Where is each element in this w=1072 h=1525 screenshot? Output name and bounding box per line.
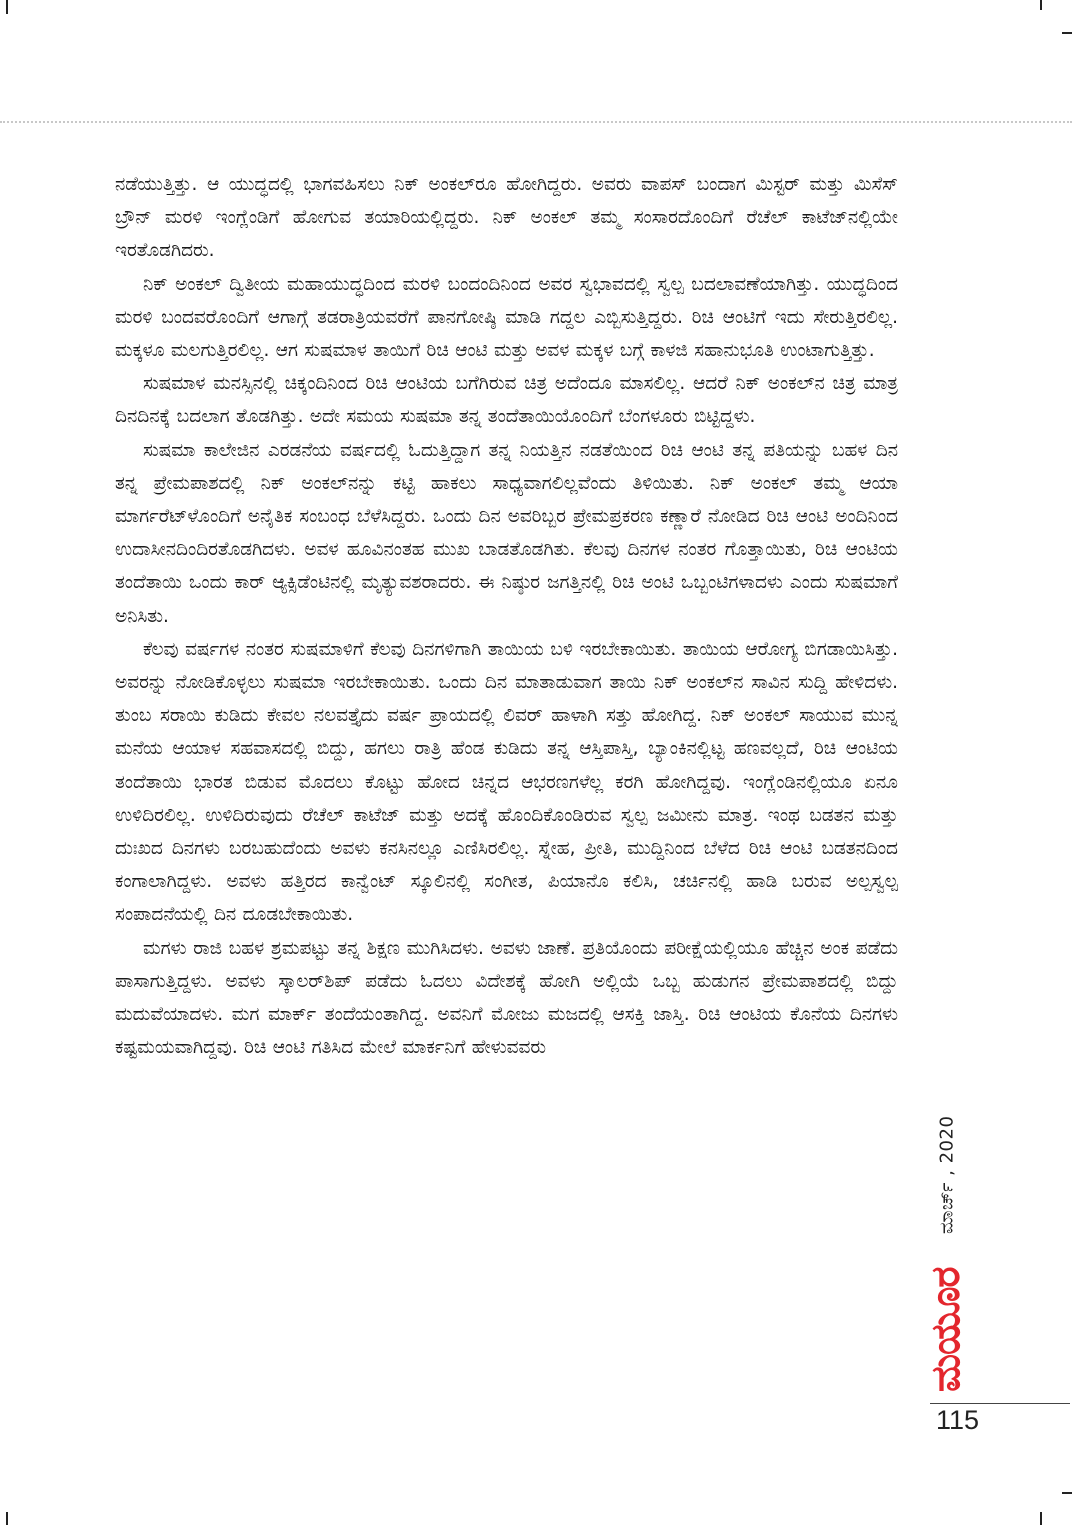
folio-rule [930, 1403, 1070, 1404]
crop-mark-right-bottom [1062, 1492, 1072, 1494]
header-dotted-rule [0, 121, 1072, 123]
article-paragraph-1: ನಡೆಯುತ್ತಿತ್ತು. ಆ ಯುದ್ಧದಲ್ಲಿ ಭಾಗವಹಿಸಲು ನಿಕ್ ಅಂಕಲ್‌ರೂ ಹೋಗಿದ್ದರು. ಅವರು ವಾಪಸ್ ಬಂದಾಗ ಮಿಸ್ಟರ್ ಮತ್ತು ಮಿಸೆಸ್ ಬ್ರೌನ್ ಮರಳಿ ಇಂಗ್ಲೆಂಡಿಗೆ ಹೋಗುವ ತಯಾರಿಯಲ್ಲಿದ್ದರು. ನಿಕ್ ಅಂಕಲ್ ತಮ್ಮ ಸಂಸಾರದೊಂದಿಗೆ ರೆಚೆಲ್ ಕಾಟೆಜ್‌ನಲ್ಲಿಯೇ ಇರತೊಡಗಿದರು. [115, 174, 898, 262]
magazine-logo: ಮಯೂರ [923, 1267, 969, 1392]
issue-date: ಮಾರ್ಚ್ , 2020 [936, 1115, 958, 1235]
article-paragraph-3: ಸುಷಮಾಳ ಮನಸ್ಸಿನಲ್ಲಿ ಚಿಕ್ಕಂದಿನಿಂದ ರಿಚಿ ಆಂಟಿಯ ಬಗೆಗಿರುವ ಚಿತ್ರ ಅದೆಂದೂ ಮಾಸಲಿಲ್ಲ. ಆದರೆ ನಿಕ್ ಅಂಕಲ್‌ನ ಚಿತ್ರ ಮಾತ್ರ ದಿನದಿನಕ್ಕೆ ಬದಲಾಗ ತೊಡಗಿತ್ತು. ಅದೇ ಸಮಯ ಸುಷಮಾ ತನ್ನ ತಂದೆತಾಯಿಯೊಂದಿಗೆ ಬೆಂಗಳೂರು ಬಿಟ್ಟಿದ್ದಳು. [115, 373, 898, 428]
crop-mark-bottom-right [1040, 1512, 1042, 1525]
crop-mark-top-left [6, 0, 8, 14]
article-paragraph-4: ಸುಷಮಾ ಕಾಲೇಜಿನ ಎರಡನೆಯ ವರ್ಷದಲ್ಲಿ ಓದುತ್ತಿದ್ದಾಗ ತನ್ನ ನಿಯತ್ತಿನ ನಡತೆಯಿಂದ ರಿಚಿ ಆಂಟಿ ತನ್ನ ಪತಿಯನ್ನು ಬಹಳ ದಿನ ತನ್ನ ಪ್ರೇಮಪಾಶದಲ್ಲಿ ನಿಕ್ ಅಂಕಲ್‌ನನ್ನು ಕಟ್ಟಿ ಹಾಕಲು ಸಾಧ್ಯವಾಗಲಿಲ್ಲವೆಂದು ತಿಳಿಯಿತು. ನಿಕ್ ಅಂಕಲ್ ತಮ್ಮ ಆಯಾ ಮಾರ್ಗರೆಟ್‌ಳೊಂದಿಗೆ ಅನೈತಿಕ ಸಂಬಂಧ ಬೆಳೆಸಿದ್ದರು. ಒಂದು ದಿನ ಅವರಿಬ್ಬರ ಪ್ರೇಮಪ್ರಕರಣ ಕಣ್ಣಾರೆ ನೋಡಿದ ರಿಚಿ ಆಂಟಿ ಅಂದಿನಿಂದ ಉದಾಸೀನದಿಂದಿರತೊಡಗಿದಳು. ಅವಳ ಹೂವಿನಂತಹ ಮುಖ ಬಾಡತೊಡಗಿತು. ಕೆಲವು ದಿನಗಳ ನಂತರ ಗೊತ್ತಾಯಿತು, ರಿಚಿ ಆಂಟಿಯ ತಂದೆತಾಯಿ ಒಂದು ಕಾರ್ ಆ್ಯಕ್ಸಿಡೆಂಟಿನಲ್ಲಿ ಮೃತ್ಯುವಶರಾದರು. ಈ ನಿಷ್ಠುರ ಜಗತ್ತಿನಲ್ಲಿ ರಿಚಿ ಅಂಟಿ ಒಬ್ಬಂಟಿಗಳಾದಳು ಎಂದು ಸುಷಮಾಗೆ ಅನಿಸಿತು. [115, 439, 898, 627]
crop-mark-top-right [1040, 0, 1042, 10]
article-body [115, 168, 898, 1398]
crop-mark-bottom-left [6, 1512, 8, 1525]
page-number: 115 [936, 1405, 980, 1435]
article-paragraph-6: ಮಗಳು ರಾಜಿ ಬಹಳ ಶ್ರಮಪಟ್ಟು ತನ್ನ ಶಿಕ್ಷಣ ಮುಗಿಸಿದಳು. ಅವಳು ಜಾಣೆ. ಪ್ರತಿಯೊಂದು ಪರೀಕ್ಷೆಯಲ್ಲಿಯೂ ಹೆಚ್ಚಿನ ಅಂಕ ಪಡೆದು ಪಾಸಾಗುತ್ತಿದ್ದಳು. ಅವಳು ಸ್ಕಾಲರ್‌ಶಿಪ್ ಪಡೆದು ಓದಲು ವಿದೇಶಕ್ಕೆ ಹೋಗಿ ಅಲ್ಲಿಯೆ ಒಬ್ಬ ಹುಡುಗನ ಪ್ರೇಮಪಾಶದಲ್ಲಿ ಬಿದ್ದು ಮದುವೆಯಾದಳು. ಮಗ ಮಾರ್ಕ್ ತಂದೆಯಂತಾಗಿದ್ದ. ಅವನಿಗೆ ಮೋಜು ಮಜದಲ್ಲಿ ಆಸಕ್ತಿ ಜಾಸ್ತಿ. ರಿಚಿ ಆಂಟಿಯ ಕೊನೆಯ ದಿನಗಳು ಕಷ್ಟಮಯವಾಗಿದ್ದವು. ರಿಚಿ ಆಂಟಿ ಗತಿಸಿದ ಮೇಲೆ ಮಾರ್ಕನಿಗೆ ಹೇಳುವವರು [115, 937, 898, 1059]
article-paragraph-2: ನಿಕ್ ಅಂಕಲ್ ದ್ವಿತೀಯ ಮಹಾಯುದ್ಧದಿಂದ ಮರಳಿ ಬಂದಂದಿನಿಂದ ಅವರ ಸ್ವಭಾವದಲ್ಲಿ ಸ್ವಲ್ಪ ಬದಲಾವಣೆಯಾಗಿತ್ತು. ಯುದ್ಧದಿಂದ ಮರಳಿ ಬಂದವರೊಂದಿಗೆ ಆಗಾಗ್ಗೆ ತಡರಾತ್ರಿಯವರೆಗೆ ಪಾನಗೋಷ್ಠಿ ಮಾಡಿ ಗದ್ದಲ ಎಬ್ಬಿಸುತ್ತಿದ್ದರು. ರಿಚಿ ಆಂಟಿಗೆ ಇದು ಸೇರುತ್ತಿರಲಿಲ್ಲ. ಮಕ್ಕಳೂ ಮಲಗುತ್ತಿರಲಿಲ್ಲ. ಆಗ ಸುಷಮಾಳ ತಾಯಿಗೆ ರಿಚಿ ಆಂಟಿ ಮತ್ತು ಅವಳ ಮಕ್ಕಳ ಬಗ್ಗೆ ಕಾಳಜಿ ಸಹಾನುಭೂತಿ ಉಂಟಾಗುತ್ತಿತ್ತು. [115, 273, 898, 362]
crop-mark-right-top [1062, 32, 1072, 34]
article-paragraph-5: ಕೆಲವು ವರ್ಷಗಳ ನಂತರ ಸುಷಮಾಳಿಗೆ ಕೆಲವು ದಿನಗಳಿಗಾಗಿ ತಾಯಿಯ ಬಳಿ ಇರಬೇಕಾಯಿತು. ತಾಯಿಯ ಆರೋಗ್ಯ ಬಿಗಡಾಯಿಸಿತ್ತು. ಅವರನ್ನು ನೋಡಿಕೊಳ್ಳಲು ಸುಷಮಾ ಇರಬೇಕಾಯಿತು. ಒಂದು ದಿನ ಮಾತಾಡುವಾಗ ತಾಯಿ ನಿಕ್ ಅಂಕಲ್‌ನ ಸಾವಿನ ಸುದ್ದಿ ಹೇಳಿದಳು. ತುಂಬ ಸರಾಯಿ ಕುಡಿದು ಕೇವಲ ನಲವತ್ತೈದು ವರ್ಷ ಪ್ರಾಯದಲ್ಲಿ ಲಿವರ್ ಹಾಳಾಗಿ ಸತ್ತು ಹೋಗಿದ್ದ. ನಿಕ್ ಅಂಕಲ್ ಸಾಯುವ ಮುನ್ನ ಮನೆಯ ಆಯಾಳ ಸಹವಾಸದಲ್ಲಿ ಬಿದ್ದು, ಹಗಲು ರಾತ್ರಿ ಹೆಂಡ ಕುಡಿದು ತನ್ನ ಆಸ್ತಿಪಾಸ್ತಿ, ಬ್ಯಾಂಕಿನಲ್ಲಿಟ್ಟ ಹಣವಲ್ಲದೆ, ರಿಚಿ ಆಂಟಿಯ ತಂದೆತಾಯಿ ಭಾರತ ಬಿಡುವ ಮೊದಲು ಕೊಟ್ಟು ಹೋದ ಚಿನ್ನದ ಆಭರಣಗಳೆಲ್ಲ ಕರಗಿ ಹೋಗಿದ್ದವು. ಇಂಗ್ಲೆಂಡಿನಲ್ಲಿಯೂ ಏನೂ ಉಳಿದಿರಲಿಲ್ಲ. ಉಳಿದಿರುವುದು ರೆಚೆಲ್ ಕಾಟೆಜ್ ಮತ್ತು ಅದಕ್ಕೆ ಹೊಂದಿಕೊಂಡಿರುವ ಸ್ವಲ್ಪ ಜಮೀನು ಮಾತ್ರ. ಇಂಥ ಬಡತನ ಮತ್ತು ದುಃಖದ ದಿನಗಳು ಬರಬಹುದೆಂದು ಅವಳು ಕನಸಿನಲ್ಲೂ ಎಣಿಸಿರಲಿಲ್ಲ. ಸ್ನೇಹ, ಪ್ರೀತಿ, ಮುದ್ದಿನಿಂದ ಬೆಳೆದ ರಿಚಿ ಆಂಟಿ ಬಡತನದಿಂದ ಕಂಗಾಲಾಗಿದ್ದಳು. ಅವಳು ಹತ್ತಿರದ ಕಾನ್ವೆಂಟ್ ಸ್ಕೂಲಿನಲ್ಲಿ ಸಂಗೀತ, ಪಿಯಾನೊ ಕಲಿಸಿ, ಚರ್ಚಿನಲ್ಲಿ ಹಾಡಿ ಬರುವ ಅಲ್ಪಸ್ವಲ್ಪ ಸಂಪಾದನೆಯಲ್ಲಿ ದಿನ ದೂಡಬೇಕಾಯಿತು. [115, 638, 898, 926]
